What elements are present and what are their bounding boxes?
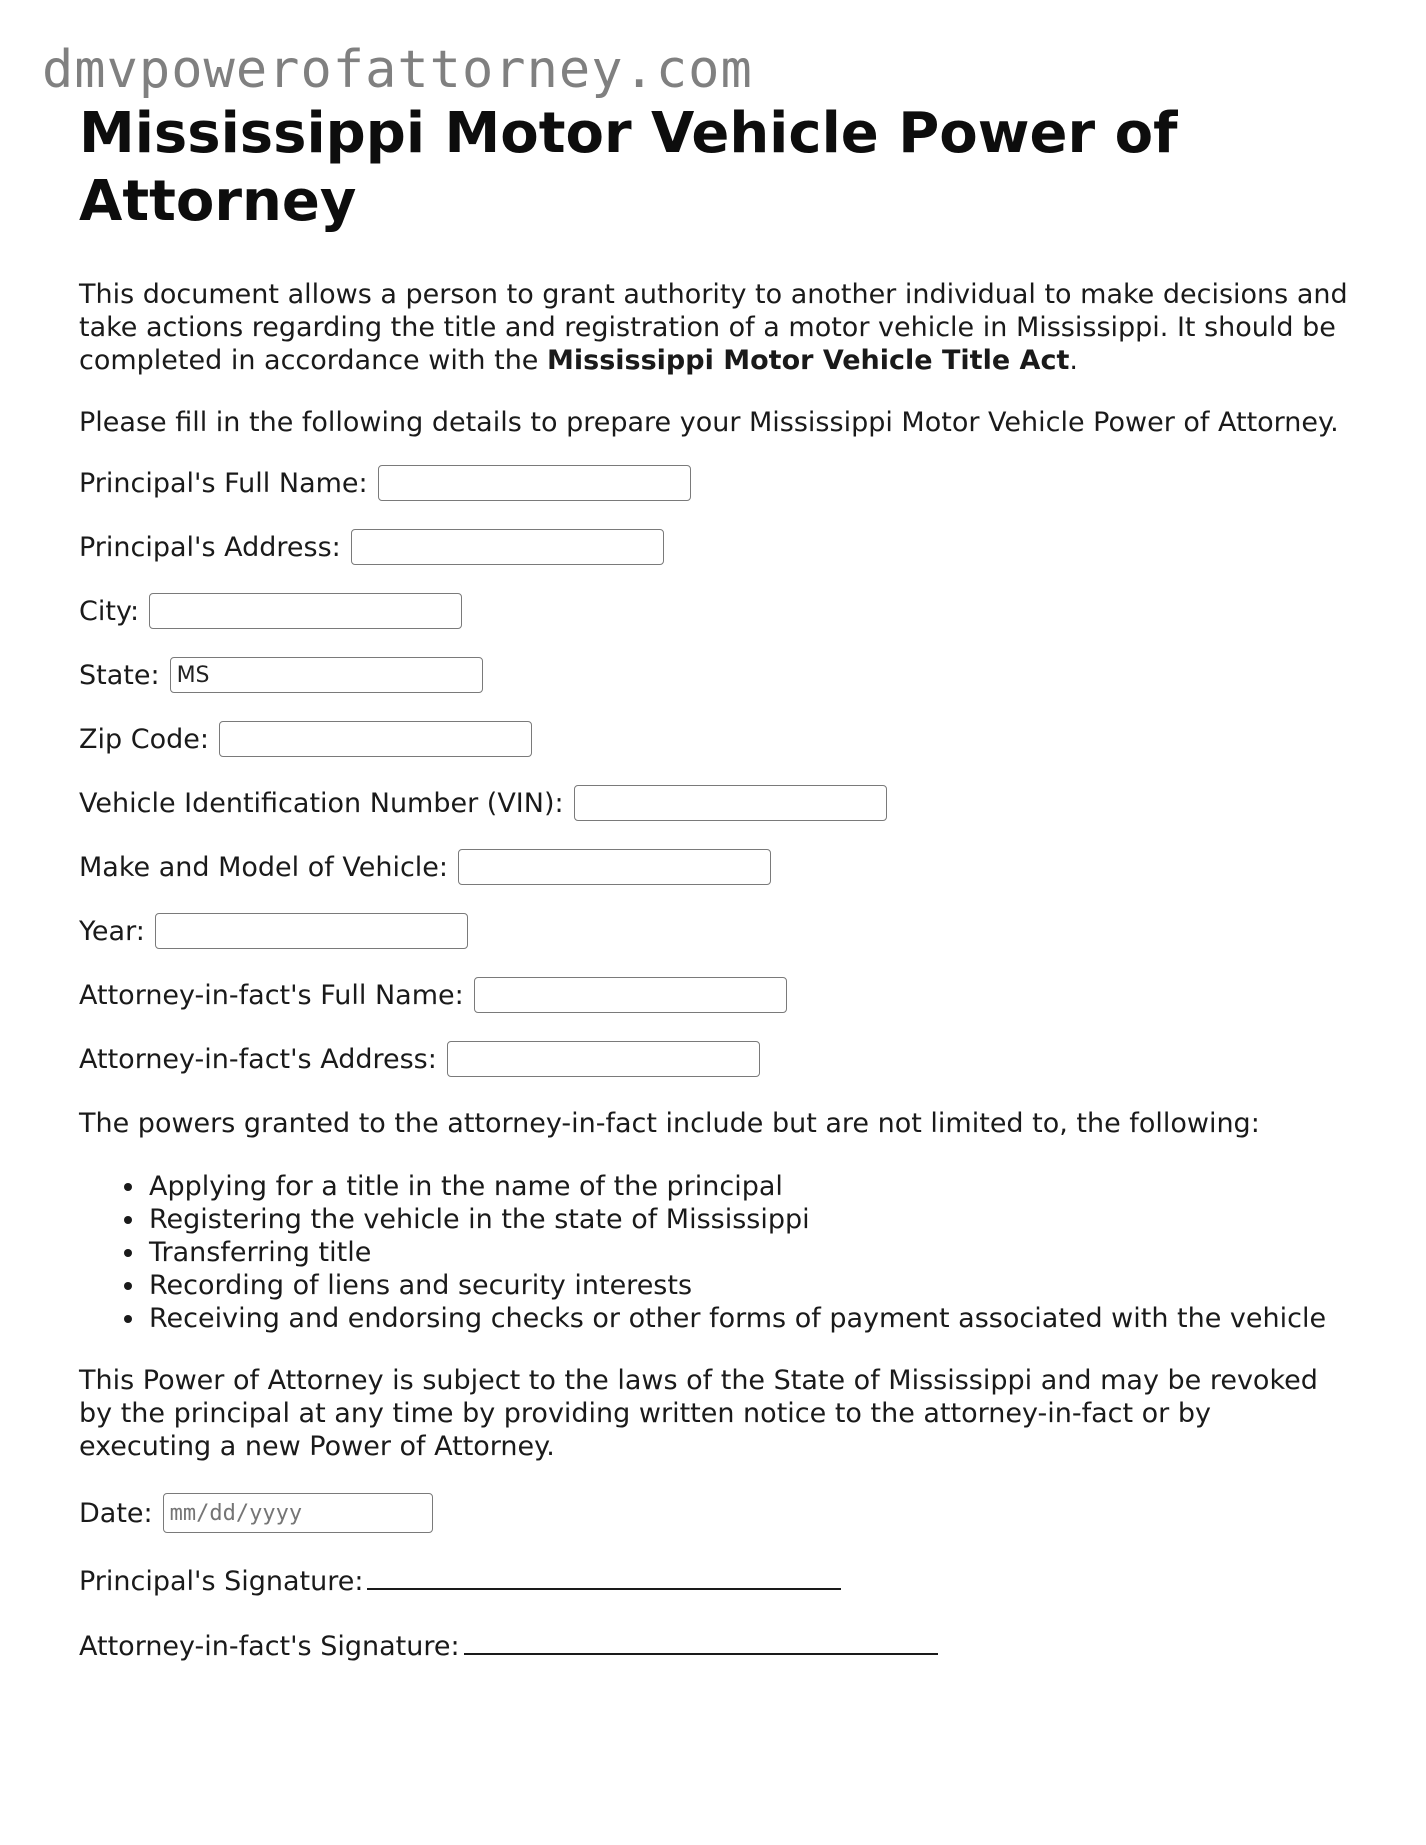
attorney-signature-line[interactable] [464, 1627, 938, 1655]
zip-row [79, 721, 1349, 757]
vin-label: Vehicle Identification Number (VIN): [79, 787, 564, 819]
principal-address-label: Principal's Address: [79, 531, 341, 563]
intro-text: This document allows a person to grant authority to another individual to make decisions and take actions regarding the title and registration of a motor vehicle in Mississippi. It should be completed in accordance with the [79, 279, 1348, 376]
attorney-address-input[interactable] [447, 1041, 760, 1077]
make-model-input[interactable] [458, 849, 771, 885]
list-item: • Receiving and endorsing checks or other forms of payment associated with the vehicle [147, 1302, 1349, 1335]
list-item: • Registering the vehicle in the state of Mississippi [147, 1203, 1349, 1236]
state-row [79, 657, 1349, 693]
principal-signature-label: Principal's Signature: [79, 1566, 364, 1597]
city-input[interactable] [149, 593, 462, 629]
date-row [79, 1493, 1349, 1533]
city-row [79, 593, 1349, 629]
year-label: Year: [79, 915, 145, 947]
revocation-paragraph: This Power of Attorney is subject to the laws of the State of Mississippi and may be revoked by the principal at any time by providing written notice to the attorney-in-fact or by executing a new Power of Attorney. [79, 1365, 1318, 1462]
intro-text-end: . [1069, 345, 1078, 376]
state-label: State: [79, 659, 160, 691]
principal-name-label: Principal's Full Name: [79, 467, 368, 499]
attorney-address-row [79, 1041, 1349, 1077]
fill-instructions: Please fill in the following details to prepare your Mississippi Motor Vehicle Power of Attorney. [79, 407, 1339, 438]
zip-label: Zip Code: [79, 723, 209, 755]
make-model-row [79, 849, 1349, 885]
list-item: • Transferring title [147, 1236, 1349, 1269]
principal-address-row [79, 529, 1349, 565]
principal-signature-row [79, 1562, 1349, 1598]
date-label: Date: [79, 1497, 153, 1529]
vin-input[interactable] [574, 785, 887, 821]
list-item: • Applying for a title in the name of the principal [147, 1170, 1349, 1203]
principal-name-input[interactable] [378, 465, 691, 501]
principal-address-input[interactable] [351, 529, 664, 565]
year-input[interactable] [155, 913, 468, 949]
state-input[interactable] [170, 657, 483, 693]
document-body [79, 100, 1349, 1663]
attorney-address-label: Attorney-in-fact's Address: [79, 1043, 437, 1075]
attorney-name-label: Attorney-in-fact's Full Name: [79, 979, 464, 1011]
powers-intro: The powers granted to the attorney-in-fact include but are not limited to, the following: [79, 1108, 1260, 1139]
principal-name-row [79, 465, 1349, 501]
zip-input[interactable] [219, 721, 532, 757]
attorney-name-row [79, 977, 1349, 1013]
date-input[interactable] [163, 1493, 433, 1533]
document-title: Mississippi Motor Vehicle Power of Attorney [79, 101, 1178, 234]
vin-row [79, 785, 1349, 821]
site-watermark: dmvpowerofattorney.com [42, 40, 753, 100]
attorney-name-input[interactable] [474, 977, 787, 1013]
intro-paragraph [79, 278, 1349, 377]
powers-list [79, 1170, 1349, 1335]
intro-act-name: Mississippi Motor Vehicle Title Act [547, 345, 1070, 376]
attorney-signature-row [79, 1627, 1349, 1663]
attorney-signature-label: Attorney-in-fact's Signature: [79, 1631, 460, 1662]
make-model-label: Make and Model of Vehicle: [79, 851, 448, 883]
year-row [79, 913, 1349, 949]
list-item: • Recording of liens and security interests [147, 1269, 1349, 1302]
city-label: City: [79, 595, 140, 627]
principal-signature-line[interactable] [367, 1562, 841, 1590]
